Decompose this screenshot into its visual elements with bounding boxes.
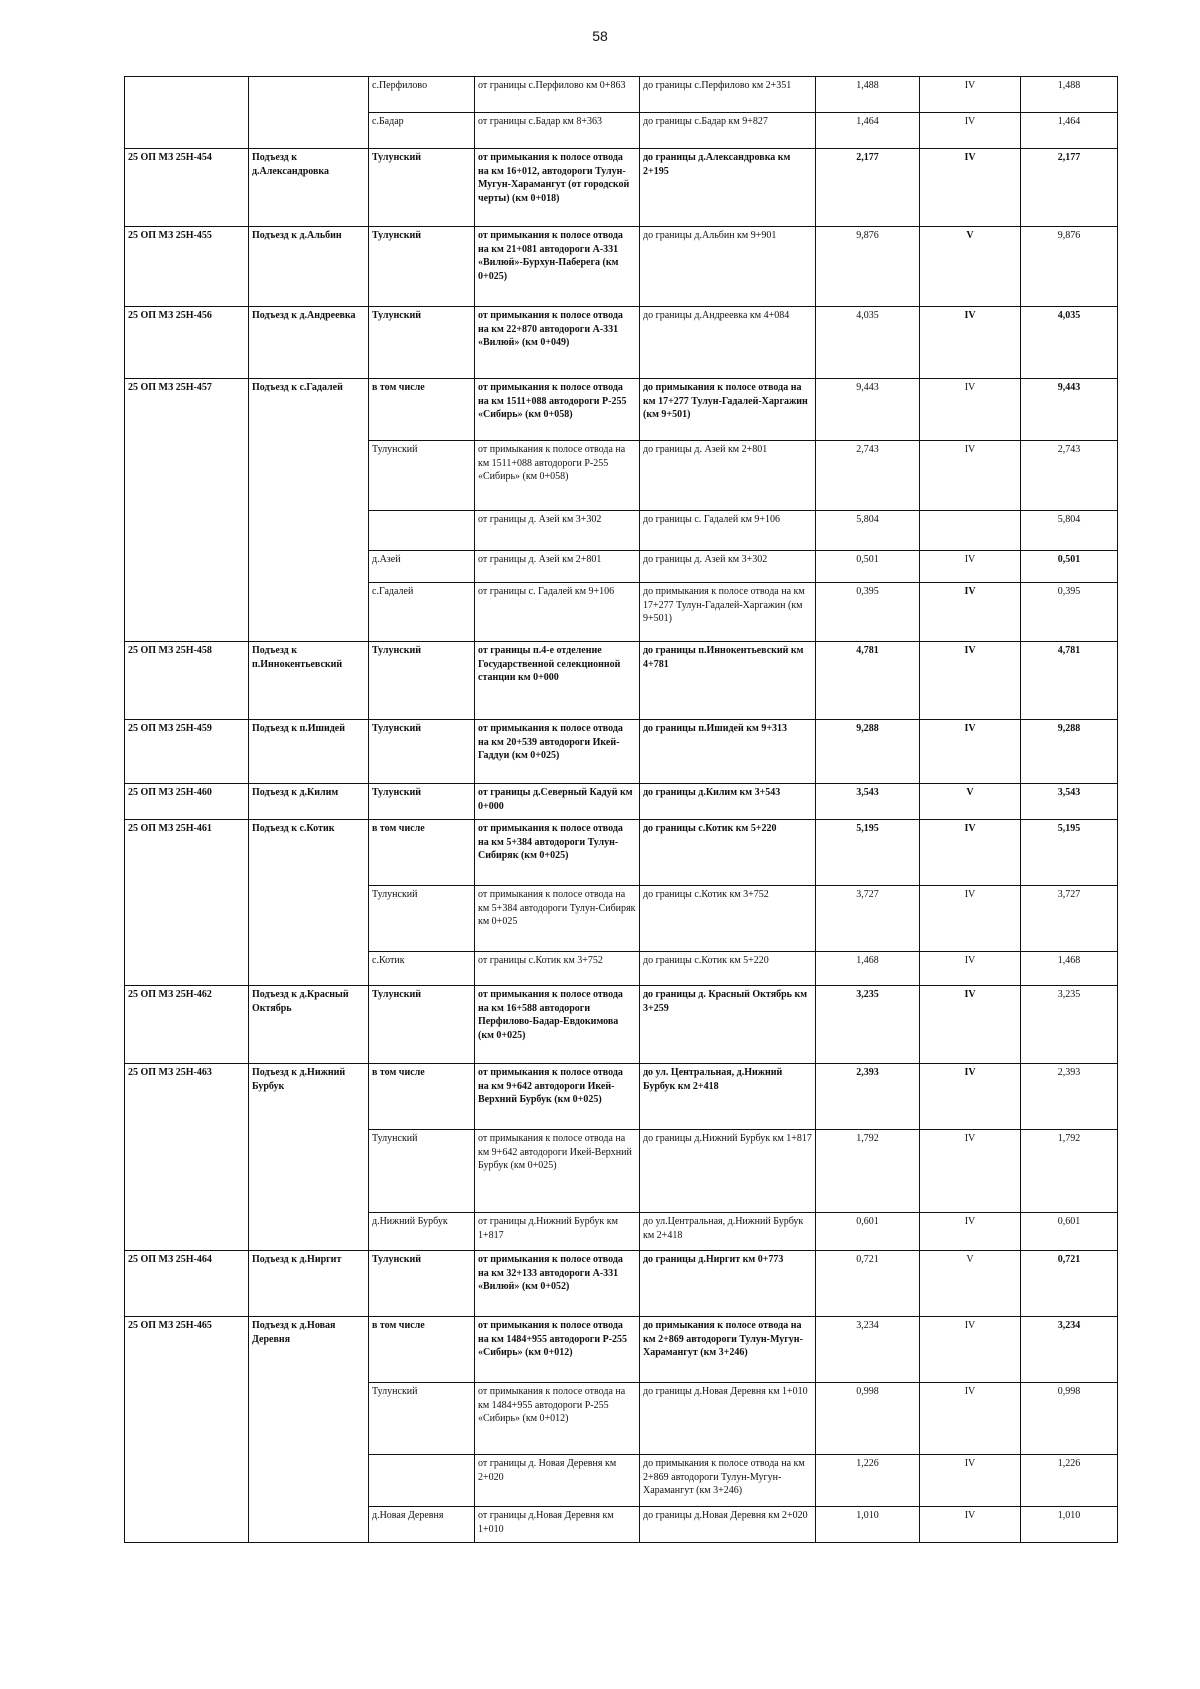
total-length-cell: 0,601: [1021, 1213, 1118, 1251]
start-point-cell: от примыкания к полосе отвода на км 1484+955 автодороги Р-255 «Сибирь» (км 0+012): [475, 1383, 640, 1455]
start-point-cell: от границы д.Нижний Бурбук км 1+817: [475, 1213, 640, 1251]
end-point-cell: до границы д.Андреевка км 4+084: [640, 307, 816, 379]
table-row: [125, 379, 1118, 441]
page-number: 58: [592, 28, 608, 44]
road-name-cell: Подъезд к д.Килим: [249, 784, 369, 820]
category-cell: IV: [920, 441, 1021, 511]
road-name-cell: Подъезд к д.Красный Октябрь: [249, 986, 369, 1064]
end-point-cell: до границы с.Котик км 5+220: [640, 820, 816, 886]
length-cell: 1,464: [816, 113, 920, 149]
road-id-cell: 25 ОП МЗ 25Н-456: [125, 307, 249, 379]
category-cell: IV: [920, 1317, 1021, 1383]
length-cell: 9,443: [816, 379, 920, 441]
table-row: [125, 642, 1118, 720]
end-point-cell: до границы с.Котик км 5+220: [640, 952, 816, 986]
start-point-cell: от примыкания к полосе отвода на км 32+133 автодороги А-331 «Вилюй» (км 0+052): [475, 1251, 640, 1317]
length-cell: 2,177: [816, 149, 920, 227]
category-cell: IV: [920, 1064, 1021, 1130]
road-id-cell: 25 ОП МЗ 25Н-461: [125, 820, 249, 986]
table-row: [125, 1251, 1118, 1317]
table-row: [125, 1064, 1118, 1130]
length-cell: 5,195: [816, 820, 920, 886]
category-cell: IV: [920, 379, 1021, 441]
total-length-cell: 3,727: [1021, 886, 1118, 952]
length-cell: 4,781: [816, 642, 920, 720]
table-row: [125, 1317, 1118, 1383]
length-cell: 0,721: [816, 1251, 920, 1317]
length-cell: 2,743: [816, 441, 920, 511]
end-point-cell: до ул.Центральная, д.Нижний Бурбук км 2+418: [640, 1213, 816, 1251]
category-cell: [920, 511, 1021, 551]
end-point-cell: до примыкания к полосе отвода на км 17+277 Тулун-Гадалей-Харгажин (км 9+501): [640, 379, 816, 441]
length-cell: 1,468: [816, 952, 920, 986]
total-length-cell: 9,443: [1021, 379, 1118, 441]
road-name-cell: Подъезд к д.Альбин: [249, 227, 369, 307]
total-length-cell: 5,804: [1021, 511, 1118, 551]
district-cell: Тулунский: [369, 307, 475, 379]
end-point-cell: до границы с.Бадар км 9+827: [640, 113, 816, 149]
district-cell: Тулунский: [369, 784, 475, 820]
table-row: [125, 227, 1118, 307]
district-cell: Тулунский: [369, 441, 475, 511]
end-point-cell: до границы с. Гадалей км 9+106: [640, 511, 816, 551]
length-cell: 1,010: [816, 1507, 920, 1543]
length-cell: 3,235: [816, 986, 920, 1064]
district-cell: Тулунский: [369, 986, 475, 1064]
end-point-cell: до границы д. Азей км 2+801: [640, 441, 816, 511]
district-cell: в том числе: [369, 820, 475, 886]
category-cell: IV: [920, 1383, 1021, 1455]
start-point-cell: от примыкания к полосе отвода на км 16+588 автодороги Перфилово-Бадар-Евдокимова (км 0+025): [475, 986, 640, 1064]
total-length-cell: 3,234: [1021, 1317, 1118, 1383]
district-cell: с.Гадалей: [369, 583, 475, 642]
start-point-cell: от границы п.4-е отделение Государственной селекционной станции км 0+000: [475, 642, 640, 720]
road-id-cell: 25 ОП МЗ 25Н-459: [125, 720, 249, 784]
road-id-cell: [125, 77, 249, 149]
total-length-cell: 1,468: [1021, 952, 1118, 986]
total-length-cell: 0,501: [1021, 551, 1118, 583]
road-name-cell: Подъезд к д.Новая Деревня: [249, 1317, 369, 1543]
district-cell: с.Котик: [369, 952, 475, 986]
total-length-cell: 1,226: [1021, 1455, 1118, 1507]
road-name-cell: Подъезд к с.Гадалей: [249, 379, 369, 642]
category-cell: IV: [920, 1130, 1021, 1213]
road-name-cell: Подъезд к д.Андреевка: [249, 307, 369, 379]
total-length-cell: 1,464: [1021, 113, 1118, 149]
district-cell: Тулунский: [369, 1383, 475, 1455]
end-point-cell: до границы д.Альбин км 9+901: [640, 227, 816, 307]
district-cell: Тулунский: [369, 227, 475, 307]
start-point-cell: от границы д. Новая Деревня км 2+020: [475, 1455, 640, 1507]
end-point-cell: до границы д.Нижний Бурбук км 1+817: [640, 1130, 816, 1213]
start-point-cell: от примыкания к полосе отвода на км 5+384 автодороги Тулун-Сибиряк км 0+025: [475, 886, 640, 952]
category-cell: IV: [920, 720, 1021, 784]
road-name-cell: Подъезд к п.Ишидей: [249, 720, 369, 784]
end-point-cell: до ул. Центральная, д.Нижний Бурбук км 2+418: [640, 1064, 816, 1130]
start-point-cell: от границы с.Перфилово км 0+863: [475, 77, 640, 113]
table-row: [125, 820, 1118, 886]
category-cell: IV: [920, 1213, 1021, 1251]
end-point-cell: до примыкания к полосе отвода на км 2+869 автодороги Тулун-Мугун-Харамангут (км 3+246): [640, 1317, 816, 1383]
district-cell: Тулунский: [369, 886, 475, 952]
start-point-cell: от границы с. Гадалей км 9+106: [475, 583, 640, 642]
end-point-cell: до границы д.Александровка км 2+195: [640, 149, 816, 227]
total-length-cell: 4,781: [1021, 642, 1118, 720]
total-length-cell: 3,543: [1021, 784, 1118, 820]
district-cell: Тулунский: [369, 1251, 475, 1317]
district-cell: в том числе: [369, 1317, 475, 1383]
road-name-cell: Подъезд к д.Александровка: [249, 149, 369, 227]
length-cell: 0,998: [816, 1383, 920, 1455]
end-point-cell: до границы д.Новая Деревня км 2+020: [640, 1507, 816, 1543]
end-point-cell: до границы с.Перфилово км 2+351: [640, 77, 816, 113]
road-id-cell: 25 ОП МЗ 25Н-463: [125, 1064, 249, 1251]
start-point-cell: от примыкания к полосе отвода на км 1511+088 автодороги Р-255 «Сибирь» (км 0+058): [475, 379, 640, 441]
district-cell: д.Новая Деревня: [369, 1507, 475, 1543]
district-cell: Тулунский: [369, 720, 475, 784]
start-point-cell: от границы с.Бадар км 8+363: [475, 113, 640, 149]
table-row: [125, 720, 1118, 784]
table-row: [125, 149, 1118, 227]
start-point-cell: от границы д.Северный Кадуй км 0+000: [475, 784, 640, 820]
length-cell: 2,393: [816, 1064, 920, 1130]
category-cell: IV: [920, 642, 1021, 720]
district-cell: в том числе: [369, 379, 475, 441]
district-cell: Тулунский: [369, 1130, 475, 1213]
start-point-cell: от примыкания к полосе отвода на км 22+870 автодороги А-331 «Вилюй» (км 0+049): [475, 307, 640, 379]
district-cell: [369, 1455, 475, 1507]
end-point-cell: до границы с.Котик км 3+752: [640, 886, 816, 952]
total-length-cell: 0,998: [1021, 1383, 1118, 1455]
road-name-cell: Подъезд к с.Котик: [249, 820, 369, 986]
category-cell: IV: [920, 551, 1021, 583]
total-length-cell: 1,488: [1021, 77, 1118, 113]
start-point-cell: от примыкания к полосе отвода на км 20+539 автодороги Икей-Гаддуи (км 0+025): [475, 720, 640, 784]
end-point-cell: до границы п.Иннокентьевский км 4+781: [640, 642, 816, 720]
start-point-cell: от границы с.Котик км 3+752: [475, 952, 640, 986]
category-cell: IV: [920, 77, 1021, 113]
district-cell: д.Нижний Бурбук: [369, 1213, 475, 1251]
end-point-cell: до границы п.Ишидей км 9+313: [640, 720, 816, 784]
total-length-cell: 1,010: [1021, 1507, 1118, 1543]
table-row: [125, 307, 1118, 379]
start-point-cell: от примыкания к полосе отвода на км 1484+955 автодороги Р-255 «Сибирь» (км 0+012): [475, 1317, 640, 1383]
district-cell: Тулунский: [369, 149, 475, 227]
end-point-cell: до границы д.Килим км 3+543: [640, 784, 816, 820]
category-cell: V: [920, 1251, 1021, 1317]
total-length-cell: 9,876: [1021, 227, 1118, 307]
total-length-cell: 9,288: [1021, 720, 1118, 784]
road-id-cell: 25 ОП МЗ 25Н-465: [125, 1317, 249, 1543]
end-point-cell: до границы д. Азей км 3+302: [640, 551, 816, 583]
start-point-cell: от границы д. Азей км 2+801: [475, 551, 640, 583]
end-point-cell: до примыкания к полосе отвода на км 2+869 автодороги Тулун-Мугун-Харамангут (км 3+246): [640, 1455, 816, 1507]
category-cell: IV: [920, 820, 1021, 886]
district-cell: Тулунский: [369, 642, 475, 720]
length-cell: 3,727: [816, 886, 920, 952]
length-cell: 1,792: [816, 1130, 920, 1213]
end-point-cell: до границы д.Новая Деревня км 1+010: [640, 1383, 816, 1455]
start-point-cell: от примыкания к полосе отвода на км 16+012, автодороги Тулун-Мугун-Харамангут (от городской черты) (км 0+018): [475, 149, 640, 227]
length-cell: 0,395: [816, 583, 920, 642]
start-point-cell: от примыкания к полосе отвода на км 1511+088 автодороги Р-255 «Сибирь» (км 0+058): [475, 441, 640, 511]
length-cell: 0,501: [816, 551, 920, 583]
category-cell: IV: [920, 307, 1021, 379]
category-cell: IV: [920, 583, 1021, 642]
total-length-cell: 2,393: [1021, 1064, 1118, 1130]
total-length-cell: 5,195: [1021, 820, 1118, 886]
length-cell: 4,035: [816, 307, 920, 379]
roads-table: [124, 76, 1118, 1543]
length-cell: 1,488: [816, 77, 920, 113]
length-cell: 9,876: [816, 227, 920, 307]
table-row: [125, 986, 1118, 1064]
category-cell: IV: [920, 952, 1021, 986]
road-id-cell: 25 ОП МЗ 25Н-457: [125, 379, 249, 642]
category-cell: IV: [920, 1507, 1021, 1543]
total-length-cell: 3,235: [1021, 986, 1118, 1064]
category-cell: IV: [920, 149, 1021, 227]
total-length-cell: 0,721: [1021, 1251, 1118, 1317]
district-cell: д.Азей: [369, 551, 475, 583]
start-point-cell: от границы д. Азей км 3+302: [475, 511, 640, 551]
road-id-cell: 25 ОП МЗ 25Н-460: [125, 784, 249, 820]
total-length-cell: 0,395: [1021, 583, 1118, 642]
start-point-cell: от примыкания к полосе отвода на км 21+081 автодороги А-331 «Вилюй»-Бурхун-Паберега (км 0+025): [475, 227, 640, 307]
category-cell: V: [920, 784, 1021, 820]
length-cell: 3,543: [816, 784, 920, 820]
category-cell: IV: [920, 1455, 1021, 1507]
length-cell: 1,226: [816, 1455, 920, 1507]
category-cell: IV: [920, 986, 1021, 1064]
road-name-cell: Подъезд к п.Иннокентьевский: [249, 642, 369, 720]
road-id-cell: 25 ОП МЗ 25Н-464: [125, 1251, 249, 1317]
table-row: [125, 77, 1118, 113]
length-cell: 0,601: [816, 1213, 920, 1251]
end-point-cell: до примыкания к полосе отвода на км 17+277 Тулун-Гадалей-Харгажин (км 9+501): [640, 583, 816, 642]
start-point-cell: от границы д.Новая Деревня км 1+010: [475, 1507, 640, 1543]
road-name-cell: [249, 77, 369, 149]
end-point-cell: до границы д. Красный Октябрь км 3+259: [640, 986, 816, 1064]
start-point-cell: от примыкания к полосе отвода на км 5+384 автодороги Тулун-Сибиряк (км 0+025): [475, 820, 640, 886]
length-cell: 9,288: [816, 720, 920, 784]
category-cell: IV: [920, 113, 1021, 149]
road-id-cell: 25 ОП МЗ 25Н-462: [125, 986, 249, 1064]
start-point-cell: от примыкания к полосе отвода на км 9+642 автодороги Икей-Верхний Бурбук (км 0+025): [475, 1064, 640, 1130]
category-cell: V: [920, 227, 1021, 307]
total-length-cell: 1,792: [1021, 1130, 1118, 1213]
road-id-cell: 25 ОП МЗ 25Н-458: [125, 642, 249, 720]
length-cell: 5,804: [816, 511, 920, 551]
road-id-cell: 25 ОП МЗ 25Н-455: [125, 227, 249, 307]
total-length-cell: 2,177: [1021, 149, 1118, 227]
end-point-cell: до границы д.Ниргит км 0+773: [640, 1251, 816, 1317]
road-id-cell: 25 ОП МЗ 25Н-454: [125, 149, 249, 227]
total-length-cell: 4,035: [1021, 307, 1118, 379]
district-cell: [369, 511, 475, 551]
district-cell: в том числе: [369, 1064, 475, 1130]
district-cell: с.Бадар: [369, 113, 475, 149]
length-cell: 3,234: [816, 1317, 920, 1383]
table-row: [125, 784, 1118, 820]
category-cell: IV: [920, 886, 1021, 952]
road-name-cell: Подъезд к д.Ниргит: [249, 1251, 369, 1317]
total-length-cell: 2,743: [1021, 441, 1118, 511]
start-point-cell: от примыкания к полосе отвода на км 9+642 автодороги Икей-Верхний Бурбук (км 0+025): [475, 1130, 640, 1213]
road-name-cell: Подъезд к д.Нижний Бурбук: [249, 1064, 369, 1251]
district-cell: с.Перфилово: [369, 77, 475, 113]
